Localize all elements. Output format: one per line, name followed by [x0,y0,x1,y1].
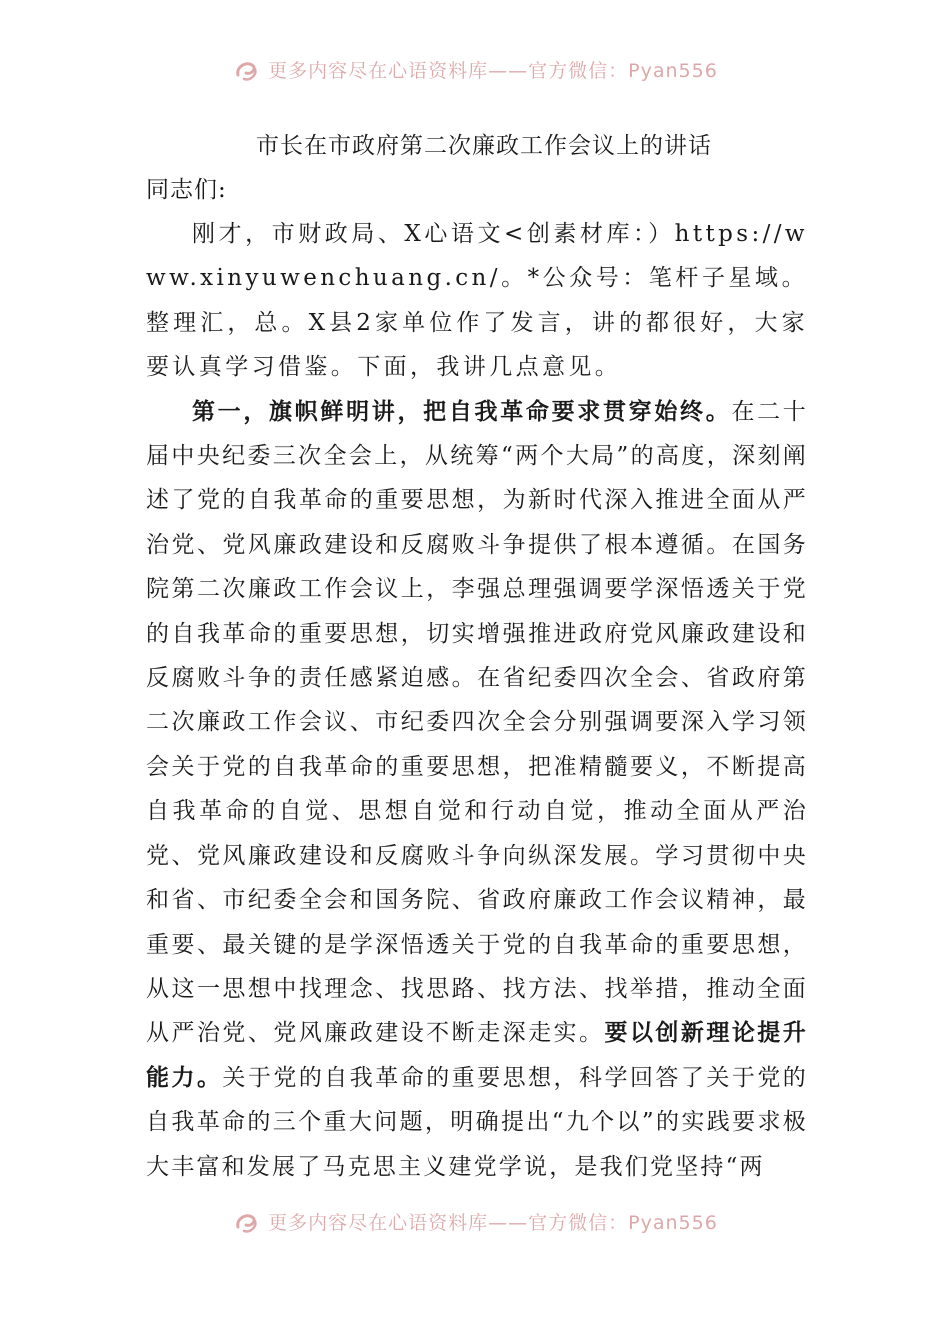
salutation: 同志们: [146,177,227,203]
swirl-logo-icon [232,55,260,83]
section-body: 在二十届中央纪委三次全会上，从统筹“两个大局”的高度，深刻阐述了党的自我革命的重要思想，为新时代深入推进全面从严治党、党风廉政建设和反腐败斗争提供了根本遵循。在国务院第二次廉政工作会议上，李强总理强调要学深悟透关于党的自我革命的重要思想，切实增强推进政府党风廉政建设和反腐败斗争的责任感紧迫感。在省纪委四次全会、省政府第二次廉政工作会议、市纪委四次全会分别强调要深入学习领会关于党的自我革命的重要思想，把准精髓要义，不断提高自我革命的自觉、思想自觉和行动自觉，推动全面从严治党、党风廉政建设和反腐败斗争向纵深发展。学习贯彻中央和省、市纪委全会和国务院、省政府廉政工作会议精神，最重要、最关键的是学深悟透关于党的自我革命的重要思想，从这一思想中找理念、找思路、找方法、找举措，推动全面从严治党、党风廉政建设不断走深走实。 [146,398,808,1047]
watermark-text: 更多内容尽在心语资料库——官方微信：Pyan556 [268,59,718,82]
watermark-text: 更多内容尽在心语资料库——官方微信：Pyan556 [268,1211,718,1234]
swirl-logo-icon [232,1207,260,1235]
document-title: 市长在市政府第二次廉政工作会议上的讲话 [256,133,712,159]
section-heading: 第一，旗帜鲜明讲，把自我革命要求贯穿始终。 [192,397,732,425]
document-body [146,124,808,1189]
paragraph-section-one [146,390,808,1189]
subsection-heading: 要以创新理论提升能力。 [146,1019,808,1091]
watermark-footer [0,1204,950,1238]
subsection-body: 关于党的自我革命的重要思想，科学回答了关于党的自我革命的三个重大问题，明确提出“九个以”的实践要求极大丰富和发展了马克思主义建党学说，是我们党坚持“两 [146,1064,808,1180]
paragraph-intro: 刚才，市财政局、X心语文<创素材库：）https://www.xinyuwenchuang.cn/。*公众号：笔杆子星域。整理汇，总。X县2家单位作了发言，讲的都很好，大家要认真学习借鉴。下面，我讲几点意见。 [146,221,808,381]
watermark-header [0,52,950,86]
